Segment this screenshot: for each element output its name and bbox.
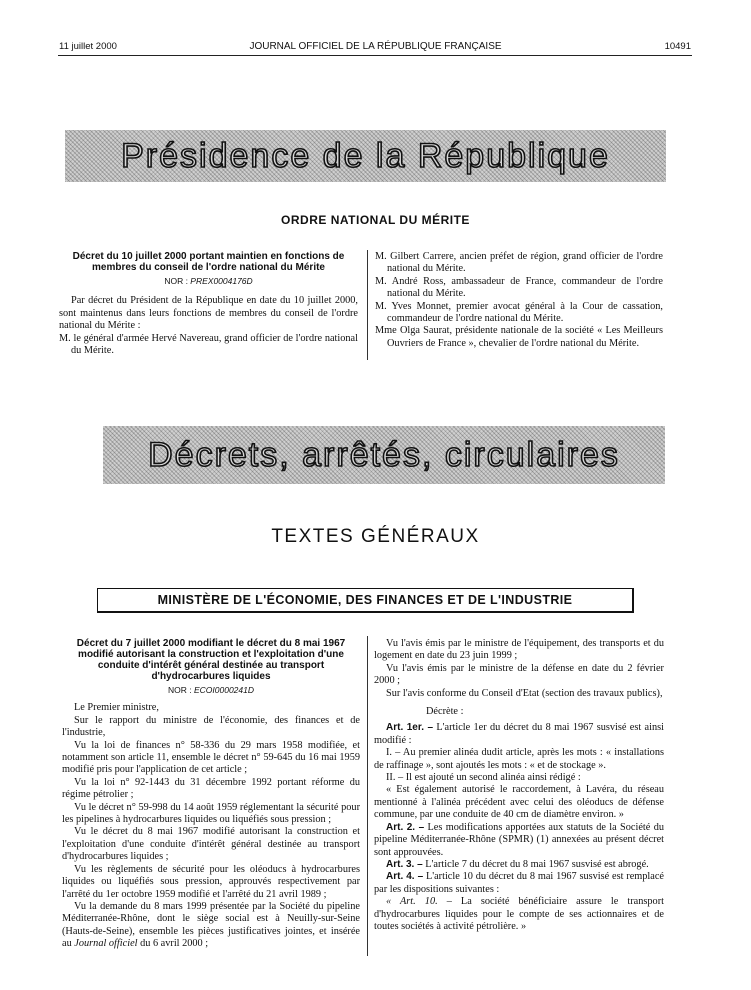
decree2-title: Décret du 7 juillet 2000 modifiant le décret du 8 mai 1967 modifié autorisant la construction et l'exploitation d'une conduite d'intérêt général destinée au transport d'hydrocarbures liquides [76,638,346,682]
decree2-visa: Vu le décret du 8 mai 1967 modifié autorisant la construction et l'exploitation d'une conduite d'intérêt général destinée au transport d'hydrocarbures liquides ; [62,826,360,863]
decree1-title: Décret du 10 juillet 2000 portant maintien en fonctions de membres du conseil de l'ordre national du Mérite [72,251,345,273]
section2-right-column [374,638,664,933]
decrets-banner-text: Décrets, arrêtés, circulaires [148,435,620,474]
decree1-paragraph: Par décret du Président de la République en date du 10 juillet 2000, sont maintenus dans leurs fonctions de membres du conseil de l'ordre national du Mérite : [59,295,358,332]
decree1-member: M. le général d'armée Hervé Navereau, grand officier de l'ordre national du Mérite. [59,332,358,357]
decree1-member: M. Yves Monnet, premier avocat général à la Cour de cassation, commandeur de l'ordre national du Mérite. [375,300,663,325]
article-1-i: I. – Au premier alinéa dudit article, après les mots : « installations de raffinage », sont ajoutés les mots : « et de stockage ». [374,747,664,771]
decree2-visa: Vu la loi n° 92-1443 du 31 décembre 1992 portant réforme du régime pétrolier ; [62,776,360,801]
decree2-visa: Vu la loi de finances n° 58-336 du 29 mars 1958 modifiée, et notamment son article 11, ensemble le décret n° 59-645 du 16 mai 1959 modifié pris pour l'application de cet article ; [62,739,360,776]
ministry-title: MINISTÈRE DE L'ÉCONOMIE, DES FINANCES ET DE L'INDUSTRIE [157,593,573,607]
article-1-ii: II. – Il est ajouté un second alinéa ainsi rédigé : [386,772,581,784]
article-3: Art. 3. – L'article 7 du décret du 8 mai 1967 susvisé est abrogé. [386,858,649,870]
ordre-heading: ORDRE NATIONAL DU MÉRITE [281,213,470,227]
decree2-visa: Sur l'avis conforme du Conseil d'Etat (section des travaux publics), [386,687,663,699]
section1-right-column [375,251,663,350]
article-1: Art. 1er. – L'article 1er du décret du 8 mai 1967 susvisé est ainsi modifié : [374,722,664,746]
header-date: 11 juillet 2000 [59,41,117,52]
decree2-visa: Vu l'avis émis par le ministre de l'équipement, des transports et du logement en date du 23 juin 1999 ; [374,638,664,662]
article-1-quote: « Est également autorisé le raccordement, à Lavéra, du réseau mentionné à l'alinéa précédent avec celui des oléoducs de défense commune, par une conduite de 40 cm de diamètre environ. » [374,784,664,821]
section1-left-column [59,251,358,357]
decree1-member: M. Gilbert Carrere, ancien préfet de région, grand officier de l'ordre national du Mérite. [375,251,663,275]
header-page-number: 10491 [664,41,691,52]
decrete-heading: Décrète : [426,706,464,718]
decree2-visa: Sur le rapport du ministre de l'économie, des finances et de l'industrie, [62,714,360,739]
decree1-member: Mme Olga Saurat, présidente nationale de la société « Les Meilleurs Ouvriers de France », chevalier de l'ordre national du Mérite. [375,325,663,349]
decree2-visa: Vu les règlements de sécurité pour les oléoducs à hydrocarbures liquides ou liquéfiés sous pression, approuvés respectivement par l'arrêté du 1er octobre 1959 modifié et l'arrêté du 21 avril 1989 ; [62,863,360,900]
decree2-visa: Vu le décret n° 59-998 du 14 août 1959 réglementant la sécurité pour les pipelines à hydrocarbures liquides ou liquéfiés sous pression ; [62,801,360,826]
header-rule [58,55,692,56]
presidence-banner-text: Présidence de la République [121,136,610,175]
decrets-banner [103,426,665,484]
decree2-visa: Vu la demande du 8 mars 1999 présentée par la Société du pipeline Méditerranée-Rhône, dont le siège social est à Neuilly-sur-Seine (Hauts-de-Seine), ensemble les pièces justificatives jointes, et insérée au Journal officiel du 6 avril 2000 ; [62,900,360,950]
decree2-visa: Le Premier ministre, [74,702,159,714]
section2-left-column [62,638,360,951]
decree2-visa: Vu l'avis émis par le ministre de la défense en date du 2 février 2000 ; [374,662,664,687]
presidence-banner [65,130,666,182]
article-10: « Art. 10. – La société bénéficiaire assure le transport d'hydrocarbures liquides pour le compte de ses actionnaires et de toutes sociétés à activité pétrolière. » [374,896,664,932]
section1-column-divider [367,250,368,360]
ministry-box [97,588,634,613]
section2-column-divider [367,636,368,956]
header-journal: JOURNAL OFFICIEL DE LA RÉPUBLIQUE FRANÇAISE [249,41,502,52]
decree1-nor: NOR : PREX0004176D [164,276,253,286]
decree1-member: M. André Ross, ambassadeur de France, commandeur de l'ordre national du Mérite. [375,275,663,300]
decree2-nor: NOR : ECOI0000241D [168,685,254,695]
article-4: Art. 4. – L'article 10 du décret du 8 mai 1967 susvisé est remplacé par les dispositions suivantes : [374,871,664,895]
textes-generaux-heading: TEXTES GÉNÉRAUX [271,526,480,547]
article-2: Art. 2. – Les modifications apportées aux statuts de la Société du pipeline Méditerranée-Rhône (SPMR) (1) annexées au présent décret sont approuvées. [374,821,664,858]
